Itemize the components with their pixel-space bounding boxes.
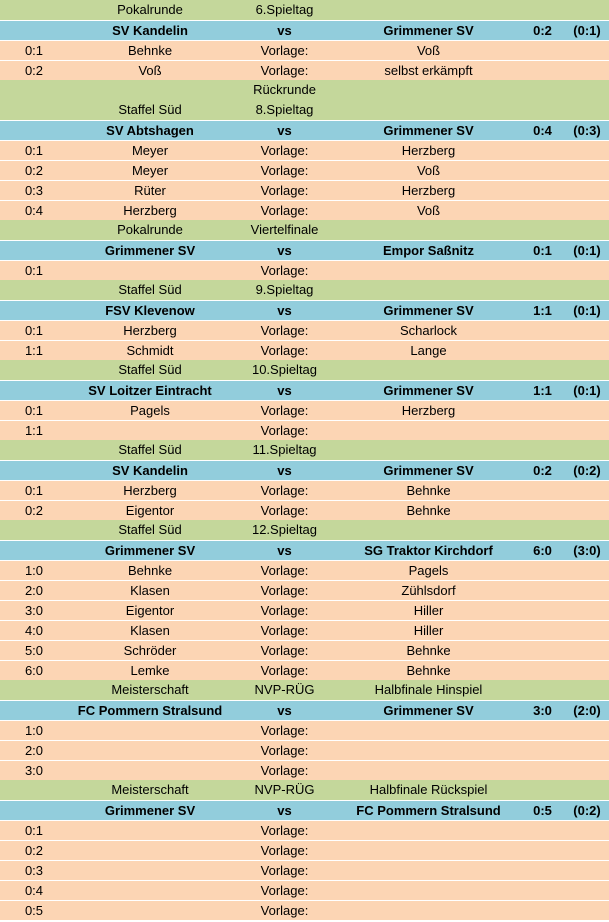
goal-row [0, 40, 609, 60]
goal-row [0, 400, 609, 420]
assist-label: Vorlage: [260, 343, 309, 358]
goal-scorer: Eigentor [125, 503, 175, 518]
assist-provider: Voß [416, 163, 441, 178]
away-team: SG Traktor Kirchdorf [364, 543, 493, 558]
match-header-row [0, 300, 609, 320]
assist-label: Vorlage: [260, 143, 309, 158]
match-header-row [0, 540, 609, 560]
goal-row [0, 140, 609, 160]
versus-label: vs [277, 383, 292, 398]
goal-scorer: Pagels [130, 403, 170, 418]
goal-scorer: Behnke [127, 43, 173, 58]
away-team: Grimmener SV [383, 383, 474, 398]
final-score: 0:2 [533, 463, 552, 478]
goal-row [0, 180, 609, 200]
assist-provider: Hiller [413, 623, 444, 638]
assist-label: Vorlage: [260, 643, 309, 658]
goal-score: 5:0 [24, 643, 44, 658]
halftime-score: (0:1) [573, 243, 601, 258]
goal-score: 0:1 [24, 403, 44, 418]
versus-label: vs [277, 463, 292, 478]
assist-provider: Hiller [413, 603, 444, 618]
away-team: Empor Saßnitz [382, 243, 474, 258]
final-score: 1:1 [533, 303, 552, 318]
assist-label: Vorlage: [260, 863, 309, 878]
home-team: Grimmener SV [104, 803, 196, 818]
halftime-score: (0:1) [573, 23, 601, 38]
goal-row [0, 420, 609, 440]
halftime-score: (0:1) [573, 303, 601, 318]
assist-label: Vorlage: [260, 323, 309, 338]
round-label: 12.Spieltag [251, 522, 318, 537]
assist-provider: Scharlock [399, 323, 458, 338]
goal-row [0, 500, 609, 520]
goal-scorer: Lemke [130, 663, 170, 678]
goal-row [0, 600, 609, 620]
goal-row [0, 260, 609, 280]
round-label: 6.Spieltag [255, 2, 314, 17]
section-header-row [0, 100, 609, 120]
goal-row [0, 340, 609, 360]
assist-label: Vorlage: [260, 403, 309, 418]
home-team: Grimmener SV [104, 243, 196, 258]
round-label: Viertelfinale [250, 222, 319, 237]
round-label: 9.Spieltag [255, 282, 314, 297]
goal-scorer: Meyer [131, 143, 169, 158]
competition-label: Pokalrunde [117, 222, 183, 237]
goal-row [0, 900, 609, 920]
assist-label: Vorlage: [260, 883, 309, 898]
assist-provider: Herzberg [401, 403, 456, 418]
goal-score: 0:1 [24, 323, 44, 338]
assist-label: Vorlage: [260, 263, 309, 278]
assist-provider: Behnke [406, 643, 451, 658]
assist-label: Vorlage: [260, 823, 309, 838]
goal-score: 0:2 [24, 63, 44, 78]
goal-score: 0:1 [24, 143, 44, 158]
assist-label: Vorlage: [260, 423, 309, 438]
assist-provider: Behnke [406, 483, 451, 498]
goal-score: 0:5 [24, 903, 44, 918]
round-label: 10.Spieltag [251, 362, 318, 377]
section-header-row [0, 780, 609, 800]
versus-label: vs [277, 243, 292, 258]
final-score: 0:4 [533, 123, 552, 138]
section-header-row [0, 520, 609, 540]
versus-label: vs [277, 543, 292, 558]
goal-score: 0:1 [24, 483, 44, 498]
final-score: 6:0 [533, 543, 552, 558]
goal-score: 2:0 [24, 743, 44, 758]
goal-row [0, 160, 609, 180]
section-header-row [0, 440, 609, 460]
home-team: FSV Klevenow [105, 303, 195, 318]
versus-label: vs [277, 803, 292, 818]
round-label: NVP-RÜG [254, 682, 315, 697]
assist-provider: Herzberg [401, 183, 456, 198]
goal-scorer: Rüter [134, 183, 166, 198]
goal-score: 1:0 [24, 563, 44, 578]
round-label: 11.Spieltag [252, 442, 317, 457]
goal-score: 2:0 [24, 583, 44, 598]
match-header-row [0, 800, 609, 820]
round-label: 8.Spieltag [255, 102, 314, 117]
goal-score: 0:3 [24, 183, 44, 198]
goal-score: 0:1 [24, 43, 44, 58]
final-score: 0:1 [533, 243, 552, 258]
goal-score: 0:2 [24, 163, 44, 178]
assist-label: Vorlage: [260, 583, 309, 598]
round-label: NVP-RÜG [254, 782, 315, 797]
match-header-row [0, 700, 609, 720]
goal-row [0, 820, 609, 840]
assist-label: Vorlage: [260, 843, 309, 858]
home-team: FC Pommern Stralsund [77, 703, 223, 718]
halftime-score: (0:3) [573, 123, 601, 138]
goal-scorer: Eigentor [125, 603, 175, 618]
goal-scorer: Herzberg [123, 483, 177, 498]
goal-score: 0:2 [24, 843, 44, 858]
assist-label: Vorlage: [260, 63, 309, 78]
away-team: Grimmener SV [383, 303, 474, 318]
section-header-row [0, 0, 609, 20]
home-team: Grimmener SV [104, 543, 196, 558]
away-team: FC Pommern Stralsund [356, 803, 501, 818]
halftime-score: (0:1) [573, 383, 601, 398]
match-header-row [0, 240, 609, 260]
goal-score: 0:4 [24, 203, 44, 218]
goal-scorer: Klasen [130, 583, 170, 598]
match-header-row [0, 20, 609, 40]
home-team: SV Kandelin [112, 23, 188, 38]
goal-scorer: Herzberg [123, 323, 177, 338]
halftime-score: (0:2) [573, 803, 601, 818]
assist-label: Vorlage: [260, 483, 309, 498]
goal-row [0, 740, 609, 760]
goal-scorer: Schröder [123, 643, 177, 658]
goal-row [0, 320, 609, 340]
assist-provider: selbst erkämpft [384, 63, 473, 78]
halftime-score: (3:0) [573, 543, 601, 558]
versus-label: vs [277, 303, 292, 318]
competition-label: Staffel Süd [118, 282, 182, 297]
away-team: Grimmener SV [383, 23, 474, 38]
assist-provider: Herzberg [401, 143, 456, 158]
assist-label: Vorlage: [260, 903, 309, 918]
goal-score: 3:0 [24, 603, 44, 618]
goal-row [0, 560, 609, 580]
assist-label: Vorlage: [260, 623, 309, 638]
versus-label: vs [277, 123, 292, 138]
assist-label: Vorlage: [260, 163, 309, 178]
goal-score: 1:0 [24, 723, 44, 738]
goal-score: 0:3 [24, 863, 44, 878]
goal-scorer: Klasen [130, 623, 170, 638]
home-team: SV Abtshagen [106, 123, 194, 138]
goal-scorer: Schmidt [126, 343, 174, 358]
round-label: Rückrunde [253, 82, 316, 97]
section-header-row [0, 80, 609, 100]
goal-row [0, 760, 609, 780]
versus-label: vs [277, 703, 292, 718]
assist-label: Vorlage: [260, 743, 309, 758]
goal-row [0, 860, 609, 880]
assist-provider: Pagels [408, 563, 449, 578]
competition-label: Staffel Süd [118, 522, 182, 537]
away-team: Grimmener SV [383, 703, 474, 718]
goal-score: 1:1 [24, 423, 44, 438]
section-header-row [0, 220, 609, 240]
assist-provider: Zühlsdorf [401, 583, 456, 598]
assist-provider: Behnke [406, 663, 451, 678]
assist-label: Vorlage: [260, 43, 309, 58]
goal-score: 4:0 [24, 623, 44, 638]
assist-label: Vorlage: [260, 723, 309, 738]
final-score: 1:1 [533, 383, 552, 398]
section-header-row [0, 680, 609, 700]
home-team: SV Kandelin [112, 463, 188, 478]
away-team: Grimmener SV [383, 463, 474, 478]
home-team: SV Loitzer Eintracht [88, 383, 212, 398]
goal-score: 0:1 [24, 823, 44, 838]
goal-row [0, 580, 609, 600]
match-header-row [0, 460, 609, 480]
goal-row [0, 840, 609, 860]
competition-label: Meisterschaft [111, 782, 189, 797]
goal-score: 6:0 [24, 663, 44, 678]
stage-label: Halbfinale Hinspiel [374, 682, 483, 697]
goal-row [0, 620, 609, 640]
goal-row [0, 880, 609, 900]
final-score: 3:0 [533, 703, 552, 718]
away-team: Grimmener SV [383, 123, 474, 138]
assist-label: Vorlage: [260, 763, 309, 778]
goal-row [0, 720, 609, 740]
goal-score: 0:4 [24, 883, 44, 898]
halftime-score: (2:0) [573, 703, 601, 718]
assist-provider: Voß [416, 203, 441, 218]
stage-label: Halbfinale Rückspiel [369, 782, 488, 797]
goal-row [0, 660, 609, 680]
final-score: 0:5 [533, 803, 552, 818]
versus-label: vs [277, 23, 292, 38]
assist-label: Vorlage: [260, 663, 309, 678]
goal-score: 1:1 [24, 343, 44, 358]
goal-row [0, 200, 609, 220]
match-header-row [0, 380, 609, 400]
goal-row [0, 480, 609, 500]
final-score: 0:2 [533, 23, 552, 38]
goal-scorer: Meyer [131, 163, 169, 178]
goal-scorer: Voß [138, 63, 162, 78]
section-header-row [0, 280, 609, 300]
section-header-row [0, 360, 609, 380]
goal-scorer: Herzberg [123, 203, 177, 218]
competition-label: Staffel Süd [118, 362, 182, 377]
competition-label: Staffel Süd [118, 442, 182, 457]
assist-provider: Behnke [406, 503, 451, 518]
assist-label: Vorlage: [260, 563, 309, 578]
assist-label: Vorlage: [260, 503, 309, 518]
goal-score: 3:0 [24, 763, 44, 778]
assist-label: Vorlage: [260, 203, 309, 218]
halftime-score: (0:2) [573, 463, 601, 478]
goal-row [0, 60, 609, 80]
competition-label: Meisterschaft [111, 682, 189, 697]
match-header-row [0, 120, 609, 140]
assist-label: Vorlage: [260, 603, 309, 618]
goal-row [0, 640, 609, 660]
assist-provider: Voß [416, 43, 441, 58]
goal-score: 0:2 [24, 503, 44, 518]
competition-label: Pokalrunde [117, 2, 183, 17]
goal-scorer: Behnke [127, 563, 173, 578]
competition-label: Staffel Süd [118, 102, 182, 117]
assist-provider: Lange [410, 343, 447, 358]
assist-label: Vorlage: [260, 183, 309, 198]
goal-score: 0:1 [24, 263, 44, 278]
